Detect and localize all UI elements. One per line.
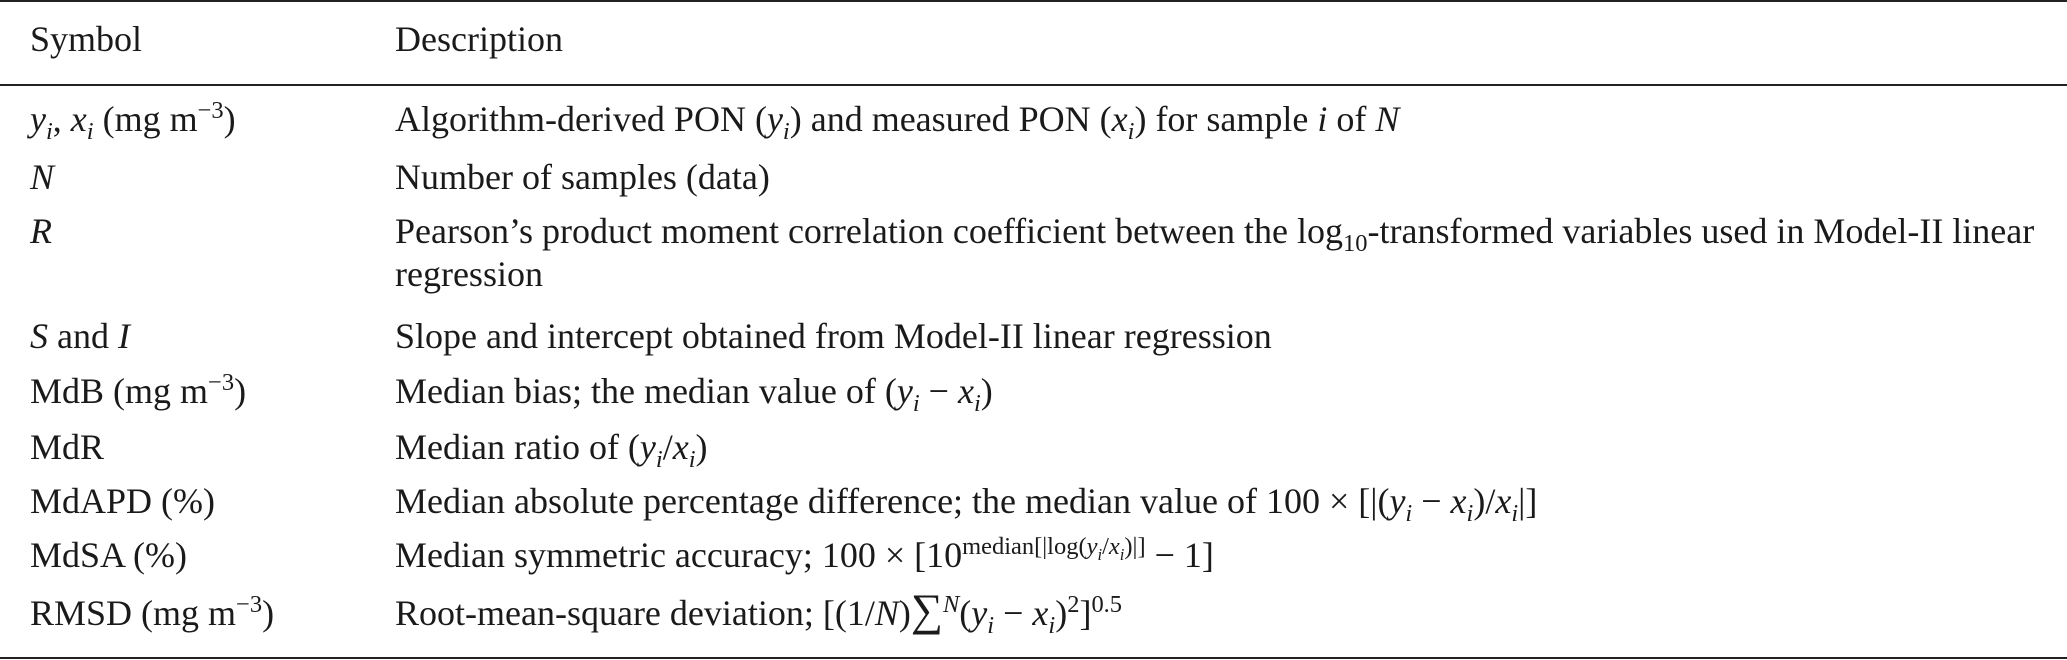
header-symbol: Symbol <box>30 19 143 59</box>
symbol-cell: S and I <box>30 316 130 356</box>
symbol-cell: RMSD (mg $m^{-3}$) <box>30 591 275 633</box>
symbol-cell: MdR <box>30 427 105 467</box>
description-cell: Root-mean-square deviation; $[(1/N)\sum^N(y_i - x_i)^2]^{0.5}$ <box>395 585 1123 640</box>
top-rule <box>0 0 2067 2</box>
symbol-cell: MdSA (%) <box>30 535 188 575</box>
description-cell: Median ratio of $(y_i/x_i)$ <box>395 427 708 474</box>
header-rule <box>0 84 2067 86</box>
description-cell: Median bias; the median value of $(y_i - x_i)$ <box>395 371 993 418</box>
description-cell: Median absolute percentage difference; the median value of $100 \times [|(y_i - x_i)/x_i|]$ <box>395 481 1538 528</box>
description-cell: Slope and intercept obtained from Model-II linear regression <box>395 316 1272 356</box>
header-description: Description <box>395 19 563 59</box>
symbol-cell: R <box>30 211 52 251</box>
symbol-cell: MdAPD (%) <box>30 481 215 521</box>
symbol-cell: N <box>30 157 55 197</box>
description-cell: Pearson’s product moment correlation coefficient between the $\log_{10}$-transformed variables used in Model-II linear regression <box>395 211 2035 294</box>
bottom-rule <box>0 657 2067 659</box>
description-cell: Algorithm-derived PON $(y_i)$ and measured PON $(x_i)$ for sample i of N <box>395 99 1400 146</box>
description-cell: Number of samples (data) <box>395 157 770 197</box>
symbol-cell: MdB (mg $m^{-3}$) <box>30 369 247 411</box>
symbol-cell: $y_i$, $x_i$ (mg $m^{-3}$) <box>30 97 236 146</box>
description-cell: Median symmetric accuracy; $100 \times [10^{median[|log(y_i/x_i)|]} - 1]$ <box>395 533 1214 575</box>
